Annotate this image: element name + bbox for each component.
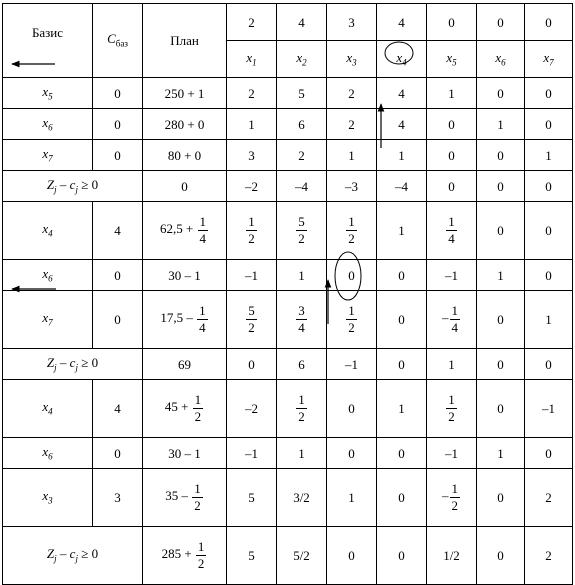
fraction-numerator: 1 bbox=[298, 392, 305, 408]
coef-cell-x6: 0 bbox=[477, 171, 525, 202]
coef-cell-x2 bbox=[277, 380, 327, 438]
coef-cell-x7: 0 bbox=[525, 438, 573, 469]
plan-prefix: 45 + bbox=[164, 399, 192, 415]
table-row bbox=[3, 469, 573, 527]
zj-cj-label: $Z_j - c_j \ge 0$ bbox=[46, 546, 99, 564]
header-row-costs bbox=[3, 4, 573, 41]
basis-cell bbox=[3, 202, 93, 260]
var-header-7 bbox=[525, 41, 573, 78]
fraction-numerator: 1 bbox=[194, 392, 202, 408]
coef-cell-x2: 1 bbox=[277, 438, 327, 469]
cost-2: 4 bbox=[277, 4, 327, 41]
coef-cell-x1: 0 bbox=[227, 349, 277, 380]
fraction-sign: – bbox=[442, 488, 449, 504]
var-header-1 bbox=[227, 41, 277, 78]
fraction bbox=[296, 304, 307, 334]
plan-cell: 69 bbox=[143, 349, 227, 380]
table-row bbox=[3, 140, 573, 171]
var-header-4 bbox=[377, 41, 427, 78]
coef-cell-x4: 4 bbox=[377, 78, 427, 109]
fraction-numerator: 3 bbox=[298, 303, 305, 319]
fraction bbox=[246, 215, 257, 245]
coef-cell-x3 bbox=[327, 202, 377, 260]
zj-cj-label: $Z_j - c_j \ge 0$ bbox=[46, 354, 99, 373]
var-label: $x_3$ bbox=[42, 488, 53, 506]
fraction-denominator: 2 bbox=[248, 231, 255, 246]
var-label: $x_7$ bbox=[42, 310, 53, 328]
coef-cell-x2: 2 bbox=[277, 140, 327, 171]
var-label: $x_5$ bbox=[446, 49, 457, 68]
zj-label-cell bbox=[3, 171, 143, 202]
coef-cell-x1: 1 bbox=[227, 109, 277, 140]
zj-row bbox=[3, 349, 573, 380]
coef-cell-x1: 3 bbox=[227, 140, 277, 171]
header-basis-label: Базис bbox=[31, 25, 64, 40]
var-label: $x_7$ bbox=[42, 145, 53, 164]
var-label: $x_6$ bbox=[42, 265, 53, 284]
fraction bbox=[450, 482, 461, 512]
header-cbaz-sub: баз bbox=[115, 38, 128, 49]
fraction-denominator: 2 bbox=[348, 231, 355, 246]
coef-cell-x6: 0 bbox=[477, 140, 525, 171]
plan-cell: 280 + 0 bbox=[143, 109, 227, 140]
fraction bbox=[446, 215, 457, 245]
fraction-numerator: 1 bbox=[451, 303, 458, 319]
coef-cell-x5: 0 bbox=[427, 109, 477, 140]
cost-4: 4 bbox=[377, 4, 427, 41]
fraction-value bbox=[442, 481, 461, 513]
var-header-3 bbox=[327, 41, 377, 78]
coef-cell-x4: 1 bbox=[377, 380, 427, 438]
coef-cell-x2: 5 bbox=[277, 78, 327, 109]
coef-cell-x2 bbox=[277, 291, 327, 349]
zj-label-cell bbox=[3, 527, 143, 585]
coef-cell-x7: 1 bbox=[525, 291, 573, 349]
fraction-numerator: 1 bbox=[448, 214, 455, 230]
coef-cell-x5: 1 bbox=[427, 349, 477, 380]
coef-cell-x5: 1 bbox=[427, 78, 477, 109]
cb-cell: 0 bbox=[93, 291, 143, 349]
coef-cell-x1: –1 bbox=[227, 438, 277, 469]
table-body bbox=[3, 4, 573, 585]
plan-cell: 30 – 1 bbox=[143, 260, 227, 291]
cb-cell: 0 bbox=[93, 260, 143, 291]
fraction-denominator: 2 bbox=[348, 320, 355, 335]
fraction-denominator: 4 bbox=[448, 231, 455, 246]
plan-expression bbox=[165, 481, 204, 513]
coef-cell-x3: 1 bbox=[327, 469, 377, 527]
fraction-denominator: 2 bbox=[194, 409, 202, 424]
fraction-denominator: 2 bbox=[248, 320, 255, 335]
coef-cell-x5 bbox=[427, 202, 477, 260]
basis-cell bbox=[3, 380, 93, 438]
coef-cell-x7: 0 bbox=[525, 349, 573, 380]
fraction bbox=[196, 540, 207, 570]
cb-cell: 0 bbox=[93, 109, 143, 140]
fraction-numerator: 5 bbox=[298, 214, 305, 230]
coef-cell-x6: 0 bbox=[477, 349, 525, 380]
coef-cell-x6: 0 bbox=[477, 291, 525, 349]
coef-cell-x4: 0 bbox=[377, 438, 427, 469]
plan-prefix: 17,5 – bbox=[160, 310, 197, 326]
basis-cell bbox=[3, 469, 93, 527]
plan-expression bbox=[160, 303, 208, 335]
plan-prefix: 35 – bbox=[165, 488, 192, 504]
coef-cell-x7: –1 bbox=[525, 380, 573, 438]
coef-cell-x6: 1 bbox=[477, 438, 525, 469]
coef-cell-x2: 3/2 bbox=[277, 469, 327, 527]
fraction-denominator: 2 bbox=[197, 556, 205, 571]
fraction-denominator: 4 bbox=[451, 320, 458, 335]
fraction-value bbox=[345, 303, 358, 335]
coef-cell-x3: 0 bbox=[327, 380, 377, 438]
var-label: $x_5$ bbox=[42, 83, 53, 102]
table-row bbox=[3, 260, 573, 291]
cost-7: 0 bbox=[525, 4, 573, 41]
coef-cell-x2: 5/2 bbox=[277, 527, 327, 585]
coef-cell-x7: 0 bbox=[525, 171, 573, 202]
fraction bbox=[246, 304, 257, 334]
coef-cell-x4: 0 bbox=[377, 349, 427, 380]
coef-cell-x7: 0 bbox=[525, 109, 573, 140]
fraction-numerator: 1 bbox=[199, 214, 207, 230]
fraction bbox=[198, 215, 209, 245]
coef-cell-x3 bbox=[327, 291, 377, 349]
var-label: $x_1$ bbox=[246, 49, 257, 68]
fraction-denominator: 4 bbox=[199, 231, 207, 246]
coef-cell-x5 bbox=[427, 291, 477, 349]
plan-prefix: 62,5 + bbox=[159, 221, 197, 237]
coef-cell-x7: 2 bbox=[525, 469, 573, 527]
coef-cell-x4: 1 bbox=[377, 202, 427, 260]
coef-cell-x1: –1 bbox=[227, 260, 277, 291]
table-row bbox=[3, 78, 573, 109]
coef-cell-x6: 1 bbox=[477, 109, 525, 140]
header-plan-label: План bbox=[170, 33, 199, 48]
fraction-denominator: 4 bbox=[298, 320, 305, 335]
coef-cell-x5: 1/2 bbox=[427, 527, 477, 585]
fraction bbox=[193, 393, 204, 423]
plan-cell: 0 bbox=[143, 171, 227, 202]
coef-cell-x3: 2 bbox=[327, 78, 377, 109]
coef-cell-x5: 0 bbox=[427, 140, 477, 171]
coef-cell-x7: 0 bbox=[525, 78, 573, 109]
var-label: $x_4$ bbox=[42, 399, 53, 417]
plan-prefix: 285 + bbox=[161, 546, 195, 562]
fraction bbox=[446, 393, 457, 423]
header-basis bbox=[3, 4, 93, 78]
coef-cell-x7: 0 bbox=[525, 202, 573, 260]
coef-cell-x7: 1 bbox=[525, 140, 573, 171]
simplex-table bbox=[2, 3, 573, 585]
cost-1: 2 bbox=[227, 4, 277, 41]
coef-cell-x4: 0 bbox=[377, 527, 427, 585]
plan-cell bbox=[143, 380, 227, 438]
zj-row bbox=[3, 171, 573, 202]
coef-cell-x6: 0 bbox=[477, 527, 525, 585]
cost-6: 0 bbox=[477, 4, 525, 41]
cost-5: 0 bbox=[427, 4, 477, 41]
table-row bbox=[3, 202, 573, 260]
coef-cell-x7: 2 bbox=[525, 527, 573, 585]
var-header-2 bbox=[277, 41, 327, 78]
cb-cell: 4 bbox=[93, 202, 143, 260]
plan-cell bbox=[143, 469, 227, 527]
coef-cell-x4: 0 bbox=[377, 260, 427, 291]
fraction bbox=[197, 304, 208, 334]
fraction-numerator: 1 bbox=[197, 539, 205, 555]
fraction-value bbox=[345, 214, 358, 246]
cb-cell: 0 bbox=[93, 140, 143, 171]
plan-cell: 80 + 0 bbox=[143, 140, 227, 171]
basis-cell bbox=[3, 291, 93, 349]
plan-expression bbox=[164, 392, 204, 424]
plan-cell bbox=[143, 527, 227, 585]
var-label: $x_6$ bbox=[42, 114, 53, 133]
coef-cell-x3: –1 bbox=[327, 349, 377, 380]
fraction-numerator: 1 bbox=[248, 214, 255, 230]
coef-cell-x1 bbox=[227, 291, 277, 349]
zj-cj-label: $Z_j - c_j \ge 0$ bbox=[46, 176, 99, 195]
var-label: $x_6$ bbox=[42, 443, 53, 462]
coef-cell-x1: 2 bbox=[227, 78, 277, 109]
var-label: $x_4$ bbox=[396, 49, 407, 68]
coef-cell-x2: 6 bbox=[277, 349, 327, 380]
fraction-numerator: 1 bbox=[448, 392, 455, 408]
coef-cell-x4: 0 bbox=[377, 291, 427, 349]
plan-expression bbox=[159, 214, 209, 246]
fraction bbox=[296, 215, 307, 245]
coef-cell-x1: 5 bbox=[227, 469, 277, 527]
header-plan bbox=[143, 4, 227, 78]
coef-cell-x2 bbox=[277, 202, 327, 260]
fraction-value bbox=[245, 214, 258, 246]
fraction-denominator: 2 bbox=[298, 231, 305, 246]
coef-cell-x6: 1 bbox=[477, 260, 525, 291]
var-label: $x_2$ bbox=[296, 49, 307, 68]
cb-cell: 0 bbox=[93, 78, 143, 109]
coef-cell-x4: –4 bbox=[377, 171, 427, 202]
basis-cell bbox=[3, 260, 93, 291]
coef-cell-x4: 1 bbox=[377, 140, 427, 171]
fraction-numerator: 1 bbox=[194, 481, 201, 497]
coef-cell-x6: 0 bbox=[477, 202, 525, 260]
fraction-denominator: 2 bbox=[298, 409, 305, 424]
coef-cell-x1 bbox=[227, 202, 277, 260]
fraction-value bbox=[445, 214, 458, 246]
coef-cell-x3: –3 bbox=[327, 171, 377, 202]
coef-cell-x4: 0 bbox=[377, 469, 427, 527]
cost-3: 3 bbox=[327, 4, 377, 41]
coef-cell-x3: 1 bbox=[327, 140, 377, 171]
fraction-denominator: 2 bbox=[194, 498, 201, 513]
coef-cell-x6: 0 bbox=[477, 469, 525, 527]
fraction bbox=[346, 215, 357, 245]
fraction-value bbox=[445, 392, 458, 424]
coef-cell-x7: 0 bbox=[525, 260, 573, 291]
fraction bbox=[192, 482, 203, 512]
fraction-denominator: 2 bbox=[451, 498, 458, 513]
basis-cell bbox=[3, 438, 93, 469]
coef-cell-x5 bbox=[427, 380, 477, 438]
table-row bbox=[3, 109, 573, 140]
table-row bbox=[3, 291, 573, 349]
zj-label-cell bbox=[3, 349, 143, 380]
basis-cell bbox=[3, 140, 93, 171]
coef-cell-x5: 0 bbox=[427, 171, 477, 202]
coef-cell-x1: –2 bbox=[227, 171, 277, 202]
var-header-6 bbox=[477, 41, 525, 78]
fraction-value bbox=[295, 392, 308, 424]
var-label: $x_3$ bbox=[346, 49, 357, 68]
plan-expression bbox=[161, 539, 208, 571]
coef-cell-x2: 6 bbox=[277, 109, 327, 140]
cb-cell: 3 bbox=[93, 469, 143, 527]
header-cbaz bbox=[93, 4, 143, 78]
fraction-numerator: 1 bbox=[451, 481, 458, 497]
cb-cell: 4 bbox=[93, 380, 143, 438]
coef-cell-x3: 0 bbox=[327, 438, 377, 469]
coef-cell-x2: 1 bbox=[277, 260, 327, 291]
fraction-value bbox=[295, 214, 308, 246]
fraction-value bbox=[442, 303, 461, 335]
table-row bbox=[3, 438, 573, 469]
fraction bbox=[450, 304, 461, 334]
var-label: $x_6$ bbox=[495, 49, 506, 68]
coef-cell-x5: –1 bbox=[427, 438, 477, 469]
coef-cell-x5: –1 bbox=[427, 260, 477, 291]
header-cbaz-main: C bbox=[107, 31, 116, 47]
coef-cell-x1: 5 bbox=[227, 527, 277, 585]
fraction-value bbox=[245, 303, 258, 335]
coef-cell-x6: 0 bbox=[477, 380, 525, 438]
plan-cell bbox=[143, 202, 227, 260]
fraction-denominator: 4 bbox=[199, 320, 206, 335]
fraction bbox=[296, 393, 307, 423]
coef-cell-x4: 4 bbox=[377, 109, 427, 140]
var-label: $x_4$ bbox=[42, 221, 53, 239]
fraction-numerator: 1 bbox=[199, 303, 206, 319]
fraction-numerator: 1 bbox=[348, 214, 355, 230]
coef-cell-x3: 0 bbox=[327, 527, 377, 585]
var-label: $x_7$ bbox=[543, 49, 554, 68]
cb-cell: 0 bbox=[93, 438, 143, 469]
basis-cell bbox=[3, 109, 93, 140]
fraction bbox=[346, 304, 357, 334]
plan-cell: 250 + 1 bbox=[143, 78, 227, 109]
fraction-denominator: 2 bbox=[448, 409, 455, 424]
coef-cell-x5 bbox=[427, 469, 477, 527]
plan-cell bbox=[143, 291, 227, 349]
fraction-sign: – bbox=[442, 310, 449, 326]
fraction-numerator: 5 bbox=[248, 303, 255, 319]
coef-cell-x1: –2 bbox=[227, 380, 277, 438]
var-header-5 bbox=[427, 41, 477, 78]
zj-row bbox=[3, 527, 573, 585]
coef-cell-x3: 2 bbox=[327, 109, 377, 140]
coef-cell-x2: –4 bbox=[277, 171, 327, 202]
coef-cell-x3: 0 bbox=[327, 260, 377, 291]
plan-cell: 30 – 1 bbox=[143, 438, 227, 469]
coef-cell-x6: 0 bbox=[477, 78, 525, 109]
basis-cell bbox=[3, 78, 93, 109]
fraction-numerator: 1 bbox=[348, 303, 355, 319]
table-row bbox=[3, 380, 573, 438]
fraction-value bbox=[295, 303, 308, 335]
